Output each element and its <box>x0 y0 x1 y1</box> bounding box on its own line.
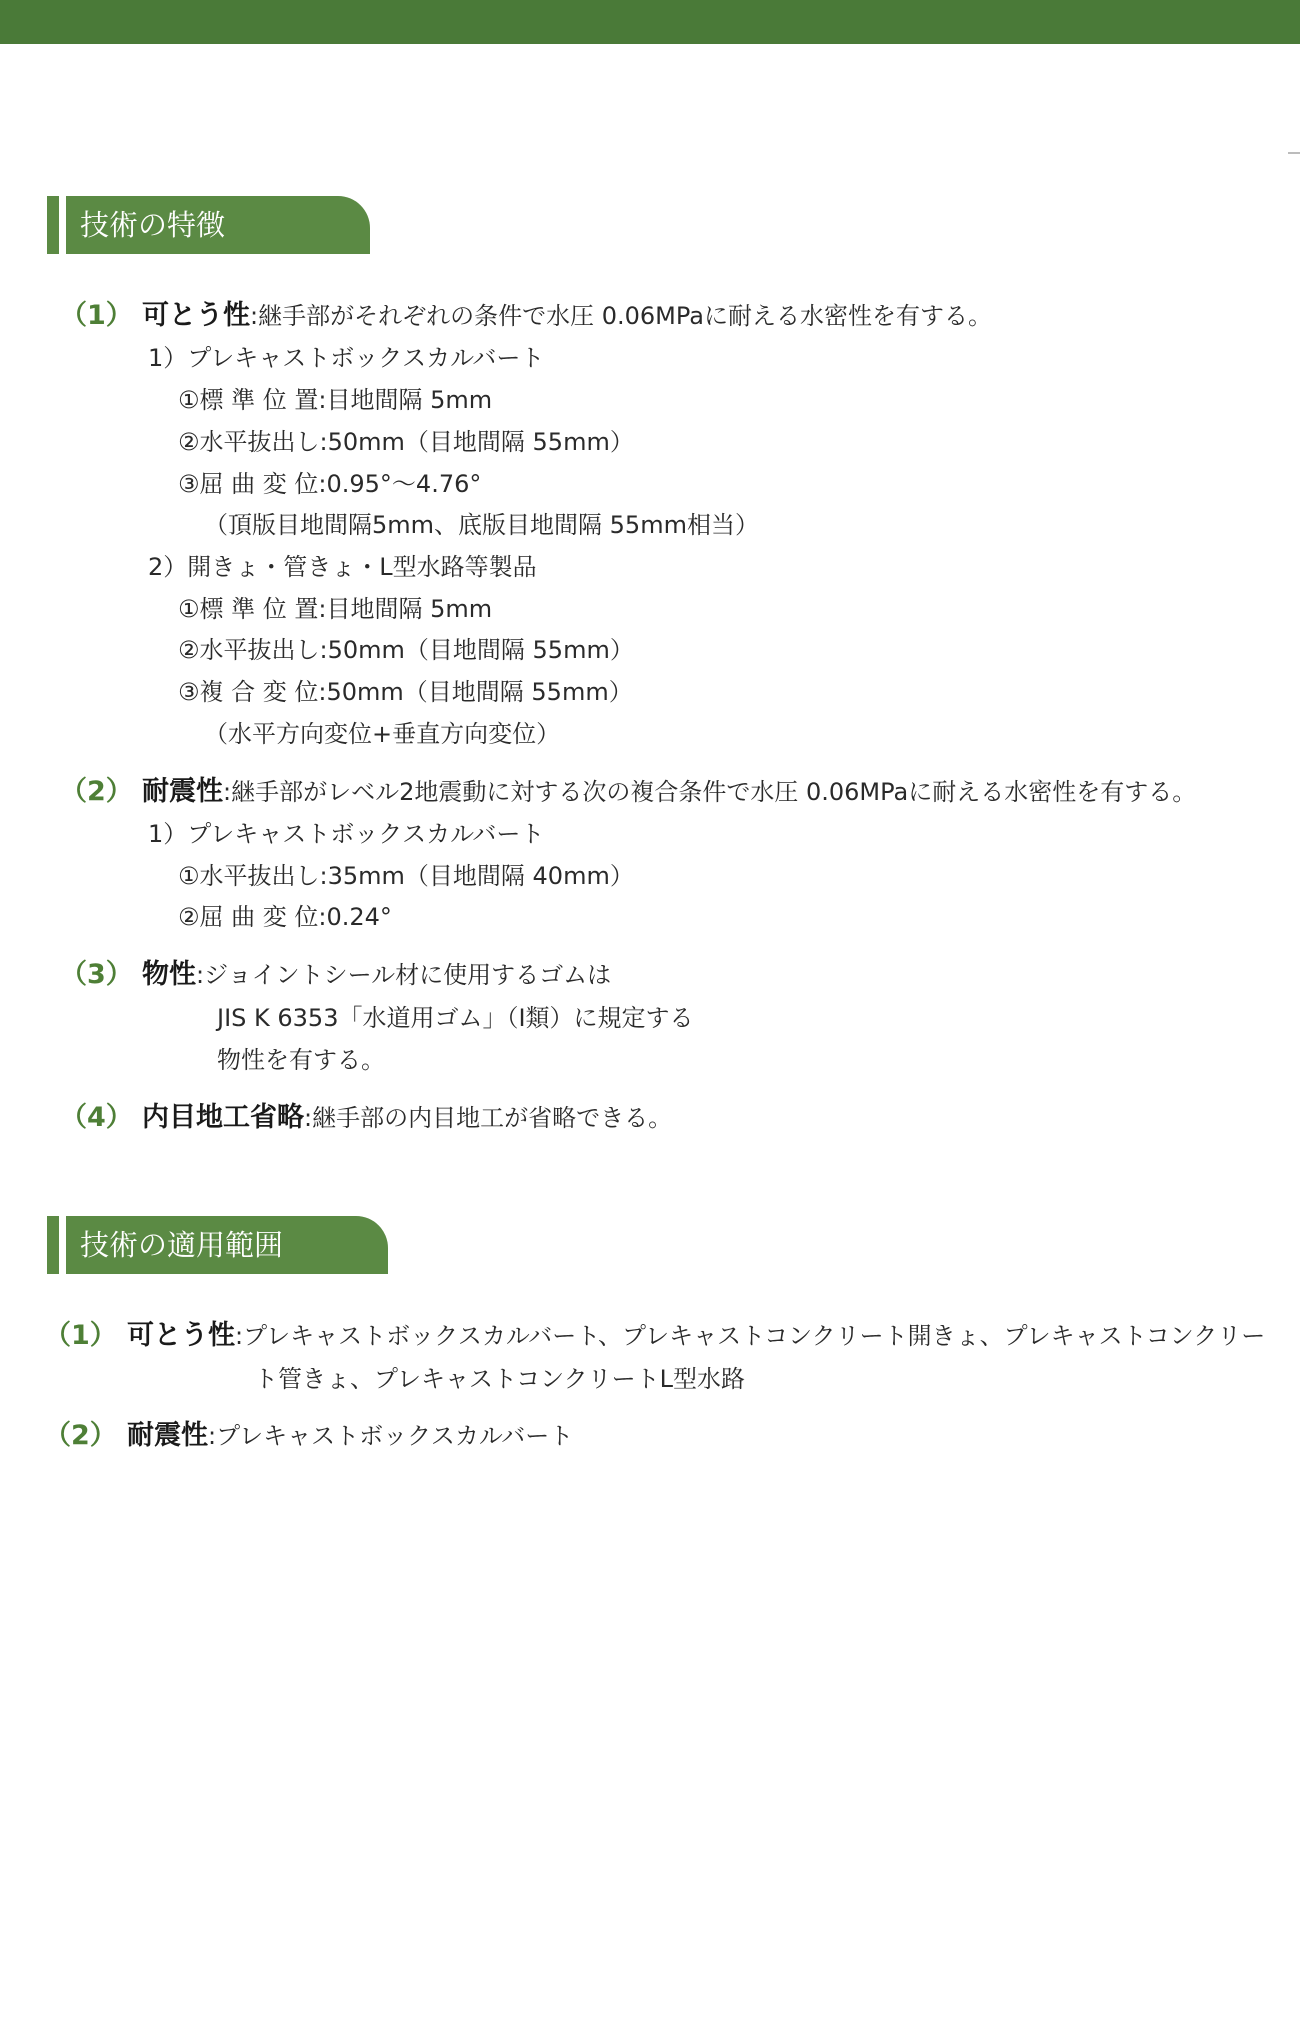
feature-2-line: ①水平抜出し:35mm（目地間隔 40mm） <box>178 862 634 890</box>
scope-heading-title: 技術の適用範囲 <box>66 1216 388 1274</box>
feature-1-line: ①標 準 位 置:目地間隔 5mm <box>178 386 493 414</box>
feature-4-number: （4） <box>60 1102 133 1133</box>
feature-1-line: ①標 準 位 置:目地間隔 5mm <box>178 595 493 623</box>
scope-2-number: （2） <box>44 1420 117 1451</box>
scope-1-term: 可とう性 <box>127 1320 235 1351</box>
feature-2-desc: :継手部がレベル2地震動に対する次の複合条件で水圧 0.06MPaに耐える水密性を有する。 <box>223 778 1197 806</box>
scope-1-desc: :プレキャストボックスカルバート、プレキャストコンクリート開きょ、プレキャストコンクリー <box>235 1322 1266 1350</box>
top-banner-bar <box>0 0 1300 44</box>
feature-1-term: 可とう性 <box>142 300 250 331</box>
feature-4-term: 内目地工省略 <box>142 1102 304 1133</box>
feature-3-row <box>142 957 611 993</box>
scope-2-term: 耐震性 <box>127 1420 208 1451</box>
page-edge-mark <box>1288 152 1300 154</box>
feature-1-line: ③複 合 変 位:50mm（目地間隔 55mm） <box>178 678 633 706</box>
feature-1-line: ②水平抜出し:50mm（目地間隔 55mm） <box>178 428 634 456</box>
feature-3-number: （3） <box>60 959 133 990</box>
feature-1-line: （頂版目地間隔5mm、底版目地間隔 55mm相当） <box>204 511 759 539</box>
scope-1-line: ト管きょ、プレキャストコンクリートL型水路 <box>254 1365 745 1393</box>
heading-accent-bar <box>47 196 59 254</box>
feature-1-desc: :継手部がそれぞれの条件で水圧 0.06MPaに耐える水密性を有する。 <box>250 302 992 330</box>
scope-1-number: （1） <box>44 1320 117 1351</box>
feature-3-line: 物性を有する。 <box>217 1046 385 1074</box>
feature-2-line: ②屈 曲 変 位:0.24° <box>178 903 392 931</box>
feature-1-line: 1）プレキャストボックスカルバート <box>148 344 545 372</box>
feature-3-desc: :ジョイントシール材に使用するゴムは <box>196 961 612 989</box>
feature-2-term: 耐震性 <box>142 776 223 807</box>
feature-1-line: 2）開きょ・管きょ・L型水路等製品 <box>148 553 537 581</box>
features-heading-title: 技術の特徴 <box>66 196 370 254</box>
feature-1-line: ③屈 曲 変 位:0.95°～4.76° <box>178 470 482 498</box>
feature-1-line: （水平方向変位+垂直方向変位） <box>204 720 561 748</box>
heading-accent-bar <box>47 1216 59 1274</box>
feature-2-number: （2） <box>60 776 133 807</box>
scope-2-row <box>127 1418 573 1454</box>
feature-1-row <box>142 298 992 334</box>
feature-4-row <box>142 1100 672 1136</box>
feature-1-line: ②水平抜出し:50mm（目地間隔 55mm） <box>178 636 634 664</box>
feature-3-term: 物性 <box>142 959 196 990</box>
feature-3-line: JIS K 6353「水道用ゴム」（Ⅰ類）に規定する <box>217 1004 694 1032</box>
feature-2-line: 1）プレキャストボックスカルバート <box>148 820 545 848</box>
feature-1-number: （1） <box>60 300 133 331</box>
feature-2-row <box>142 774 1196 810</box>
scope-1-row <box>127 1318 1265 1354</box>
scope-2-desc: :プレキャストボックスカルバート <box>208 1422 574 1450</box>
feature-4-desc: :継手部の内目地工が省略できる。 <box>304 1104 673 1132</box>
